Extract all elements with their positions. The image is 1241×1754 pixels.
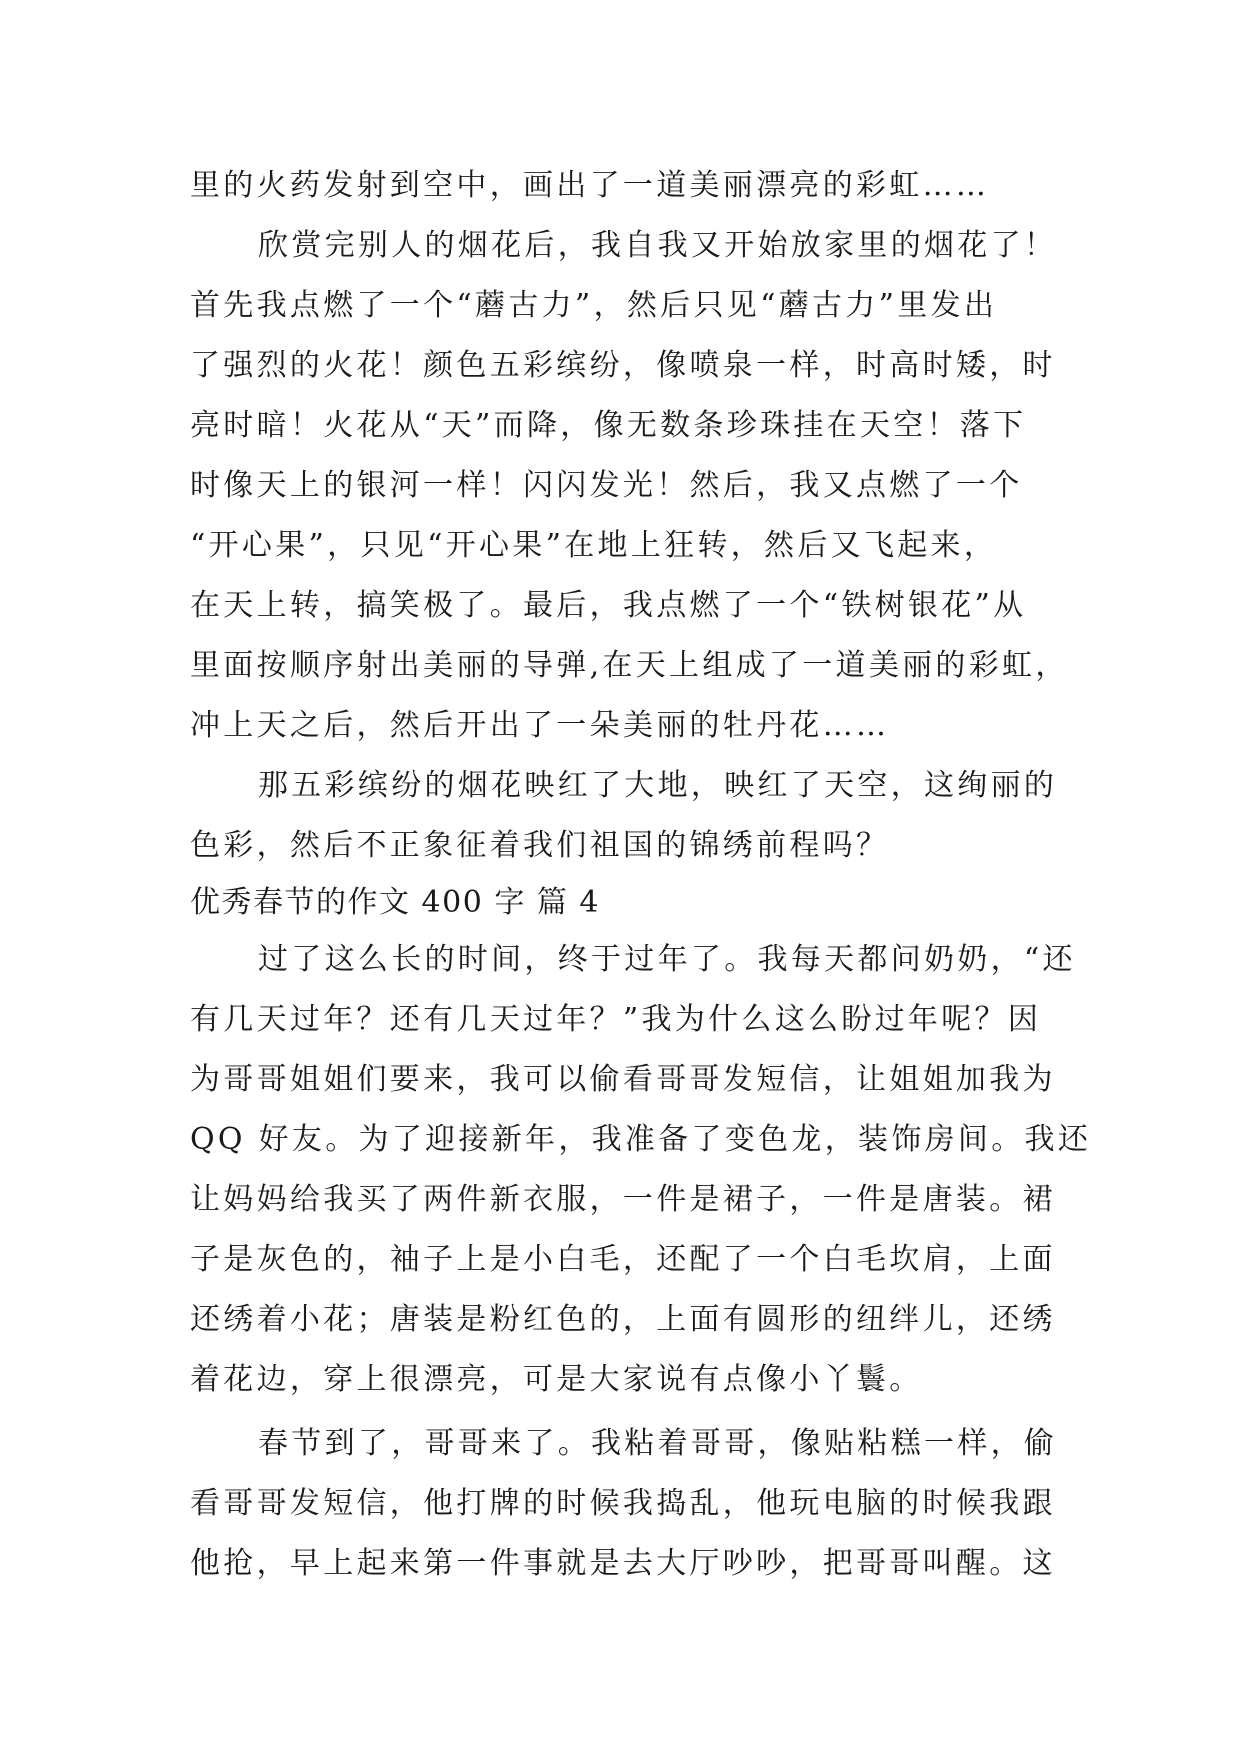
paragraph xyxy=(190,216,1070,756)
text-line: 子是灰色的，袖子上是小白毛，还配了一个白毛坎肩，上面 xyxy=(190,1242,1056,1277)
text-line: 春节到了，哥哥来了。我粘着哥哥，像贴粘糕一样，偷 xyxy=(258,1426,1058,1461)
text-line: 过了这么长的时间，终于过年了。我每天都问奶奶，“还 xyxy=(258,942,1076,977)
text-line: 在天上转，搞笑极了。最后，我点燃了一个“铁树银花”从 xyxy=(190,588,1027,623)
text-line: 里的火药发射到空中，画出了一道美丽漂亮的彩虹…… xyxy=(190,168,990,203)
text-line: QQ 好友。为了迎接新年，我准备了变色龙，装饰房间。我还 xyxy=(190,1122,1092,1157)
text-line: 有几天过年？还有几天过年？”我为什么这么盼过年呢？因 xyxy=(190,1002,1042,1037)
text-line: 那五彩缤纷的烟花映红了大地，映红了天空，这绚丽的 xyxy=(258,768,1058,803)
text-line: 了强烈的火花！颜色五彩缤纷，像喷泉一样，时高时矮，时 xyxy=(190,348,1056,383)
text-line: 首先我点燃了一个“蘑古力”，然后只见“蘑古力”里发出 xyxy=(190,288,998,323)
text-line: 色彩，然后不正象征着我们祖国的锦绣前程吗？ xyxy=(190,828,890,863)
text-line: 让妈妈给我买了两件新衣服，一件是裙子，一件是唐装。裙 xyxy=(190,1182,1056,1217)
text-line: 着花边，穿上很漂亮，可是大家说有点像小丫鬟。 xyxy=(190,1362,923,1397)
text-line: 看哥哥发短信，他打牌的时候我捣乱，他玩电脑的时候我跟 xyxy=(190,1486,1056,1521)
text-line: 还绣着小花；唐装是粉红色的，上面有圆形的纽绊儿，还绣 xyxy=(190,1302,1056,1337)
text-line: 时像天上的银河一样！闪闪发光！然后，我又点燃了一个 xyxy=(190,468,1023,503)
paragraph xyxy=(190,1414,1070,1594)
text-line: 里面按顺序射出美丽的导弹,在天上组成了一道美丽的彩虹， xyxy=(190,648,1069,683)
text-line: 欣赏完别人的烟花后，我自我又开始放家里的烟花了！ xyxy=(258,228,1058,263)
text-line: 他抢，早上起来第一件事就是去大厅吵吵，把哥哥叫醒。这 xyxy=(190,1546,1056,1581)
section-heading: 优秀春节的作文 400 字 篇 4 xyxy=(190,885,600,920)
document-page xyxy=(190,156,1092,1594)
paragraph xyxy=(190,156,1070,216)
paragraph xyxy=(190,930,1092,1410)
text-line: 冲上天之后，然后开出了一朵美丽的牡丹花…… xyxy=(190,708,890,743)
paragraph xyxy=(190,756,1070,876)
text-line: “开心果”，只见“开心果”在地上狂转，然后又飞起来， xyxy=(190,528,998,563)
text-line: 亮时暗！火花从“天”而降，像无数条珍珠挂在天空！落下 xyxy=(190,408,1027,443)
text-line: 为哥哥姐姐们要来，我可以偷看哥哥发短信，让姐姐加我为 xyxy=(190,1062,1056,1097)
